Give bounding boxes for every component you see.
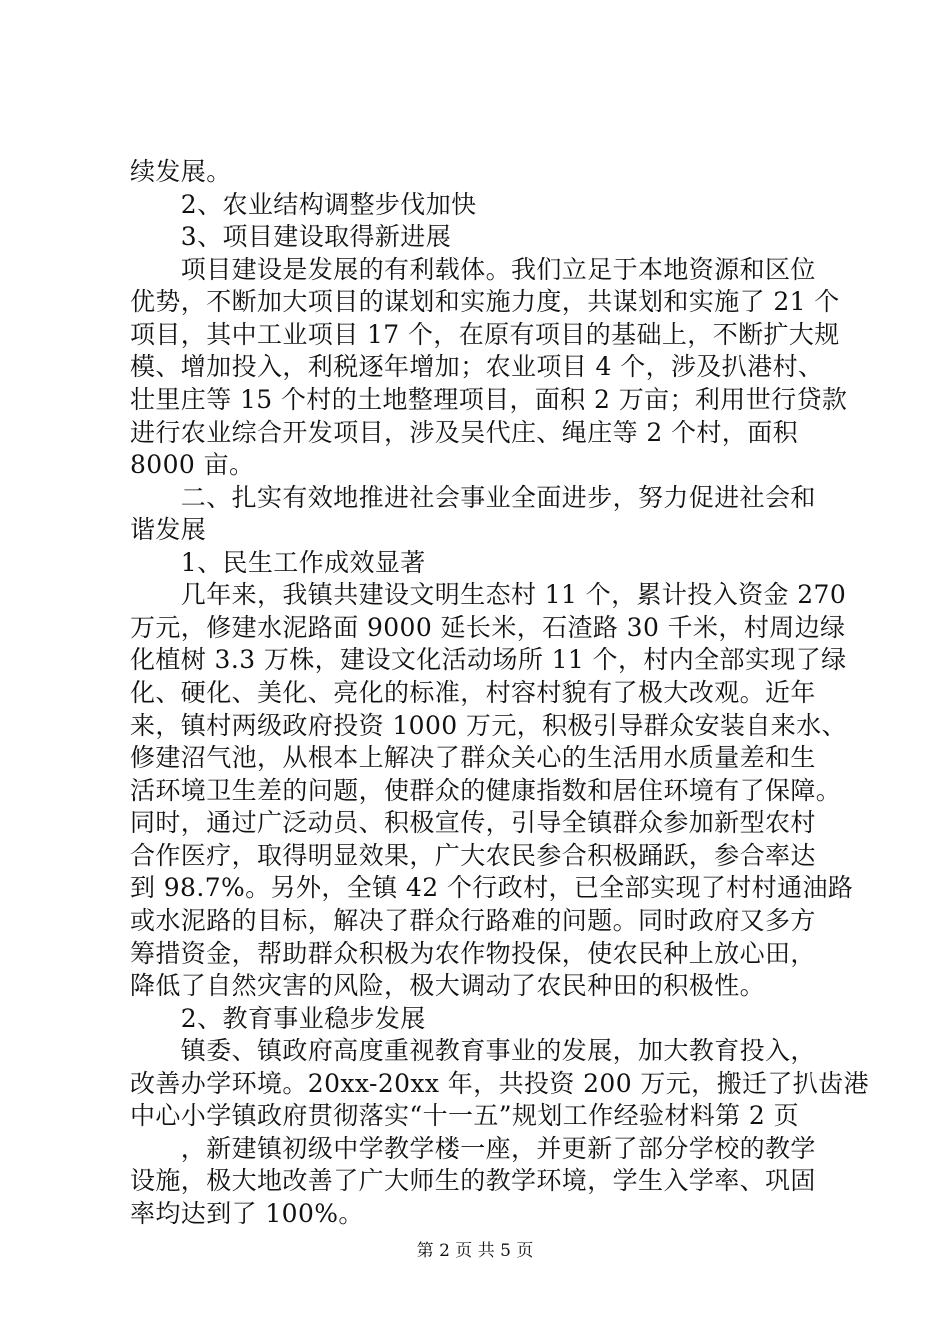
subsection-heading: 3、项目建设取得新进展 bbox=[130, 222, 452, 251]
paragraph-line: 设施，极大地改善了广大师生的教学环境，学生入学率、巩固 bbox=[130, 1166, 816, 1195]
paragraph-line: 降低了自然灾害的风险，极大调动了农民种田的积极性。 bbox=[130, 971, 766, 1000]
paragraph-line: 镇委、镇政府高度重视教育事业的发展，加大教育投入， bbox=[130, 1036, 816, 1065]
paragraph-line: 化、硬化、美化、亮化的标准，村容村貌有了极大改观。近年 bbox=[130, 678, 816, 707]
paragraph-line: 活环境卫生差的问题，使群众的健康指数和居住环境有了保障。 bbox=[130, 776, 842, 805]
page-number-footer: 第 2 页 共 5 页 bbox=[416, 1241, 534, 1261]
paragraph-line: 进行农业综合开发项目，涉及吴代庄、绳庄等 2 个村，面积 bbox=[130, 418, 799, 447]
paragraph-line: ，新建镇初级中学教学楼一座，并更新了部分学校的教学 bbox=[130, 1134, 816, 1163]
section-heading: 谐发展 bbox=[130, 515, 207, 544]
paragraph-line: 续发展。 bbox=[130, 157, 232, 186]
paragraph-line: 率均达到了 100%。 bbox=[130, 1199, 364, 1228]
paragraph-line: 中心小学镇政府贯彻落实“十一五”规划工作经验材料第 2 页 bbox=[130, 1101, 799, 1130]
paragraph-line: 项目建设是发展的有利载体。我们立足于本地资源和区位 bbox=[130, 255, 816, 284]
section-heading: 二、扎实有效地推进社会事业全面进步，努力促进社会和 bbox=[130, 483, 816, 512]
paragraph-line: 项目，其中工业项目 17 个，在原有项目的基础上，不断扩大规 bbox=[130, 320, 840, 349]
paragraph-line: 8000 亩。 bbox=[130, 450, 255, 479]
subsection-heading: 2、教育事业稳步发展 bbox=[130, 1004, 426, 1033]
paragraph-line: 万元，修建水泥路面 9000 延长米，石渣路 30 千米，村周边绿 bbox=[130, 613, 846, 642]
paragraph-line: 合作医疗，取得明显效果，广大农民参合积极踊跃，参合率达 bbox=[130, 841, 816, 870]
paragraph-line: 或水泥路的目标，解决了群众行路难的问题。同时政府又多方 bbox=[130, 906, 816, 935]
paragraph-line: 化植树 3.3 万株，建设文化活动场所 11 个，村内全部实现了绿 bbox=[130, 645, 847, 674]
paragraph-line: 来，镇村两级政府投资 1000 万元，积极引导群众安装自来水、 bbox=[130, 711, 847, 740]
paragraph-line: 筹措资金，帮助群众积极为农作物投保，使农民种上放心田， bbox=[130, 939, 816, 968]
subsection-heading: 1、民生工作成效显著 bbox=[130, 548, 426, 577]
paragraph-line: 几年来，我镇共建设文明生态村 11 个，累计投入资金 270 bbox=[130, 580, 847, 609]
paragraph-line: 模、增加投入，利税逐年增加；农业项目 4 个，涉及扒港村、 bbox=[130, 352, 824, 381]
subsection-heading: 2、农业结构调整步伐加快 bbox=[130, 190, 477, 219]
paragraph-line: 优势，不断加大项目的谋划和实施力度，共谋划和实施了 21 个 bbox=[130, 287, 840, 316]
paragraph-line: 壮里庄等 15 个村的土地整理项目，面积 2 万亩；利用世行贷款 bbox=[130, 385, 848, 414]
paragraph-line: 到 98.7%。另外，全镇 42 个行政村，已全部实现了村村通油路 bbox=[130, 873, 854, 902]
paragraph-line: 修建沼气池，从根本上解决了群众关心的生活用水质量差和生 bbox=[130, 743, 816, 772]
paragraph-line: 改善办学环境。20xx-20xx 年，共投资 200 万元，搬迁了扒齿港 bbox=[130, 1069, 869, 1098]
paragraph-line: 同时，通过广泛动员、积极宣传，引导全镇群众参加新型农村 bbox=[130, 808, 816, 837]
